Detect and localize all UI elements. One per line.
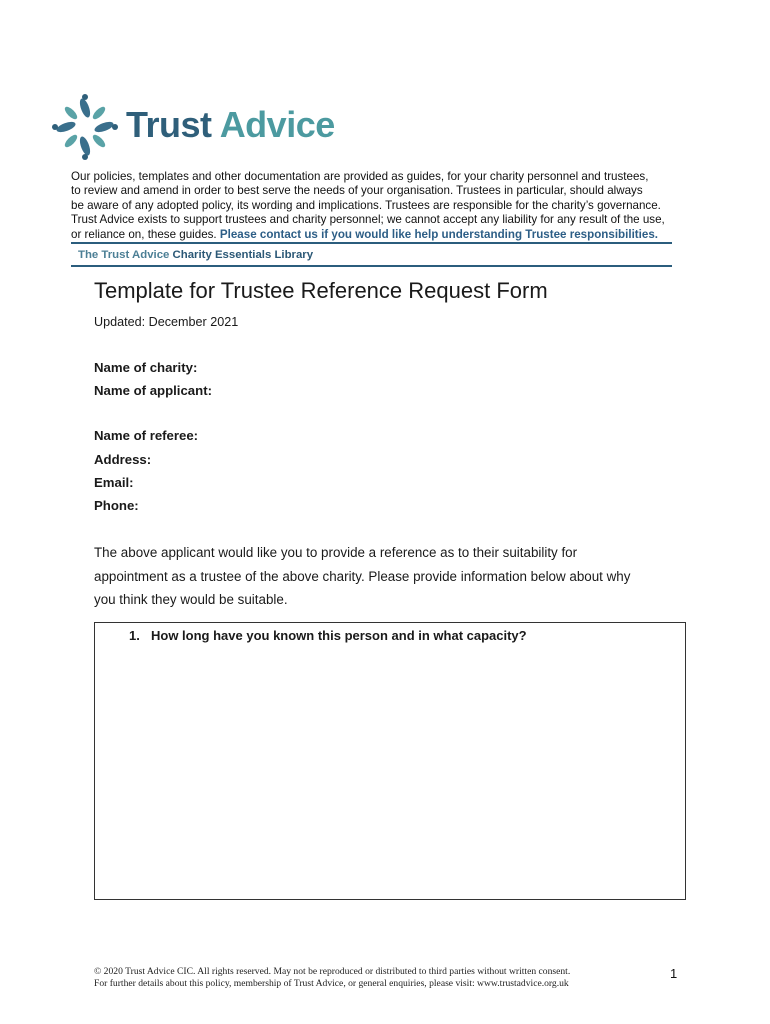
- field-address-label: Address:: [94, 452, 152, 467]
- field-phone-label: Phone:: [94, 498, 139, 513]
- library-top-rule: [71, 242, 672, 244]
- question-text: How long have you known this person and in what capacity?: [151, 628, 527, 643]
- intro-line: appointment as a trustee of the above charity. Please provide information below about why: [94, 568, 631, 584]
- disclaimer-line: Our policies, templates and other documentation are provided as guides, for your charity personnel and trustees,: [71, 170, 649, 183]
- question-number: 1.: [129, 628, 140, 643]
- field-applicant-label: Name of applicant:: [94, 383, 212, 398]
- disclaimer-text: [71, 170, 681, 242]
- trust-advice-logo: [52, 94, 352, 160]
- page-number: 1: [670, 966, 678, 981]
- field-referee-label: Name of referee:: [94, 428, 199, 443]
- disclaimer-line: Trust Advice exists to support trustees and charity personnel; we cannot accept any liability for any result of the use,: [71, 213, 665, 227]
- intro-paragraph: [94, 541, 694, 612]
- library-prefix: The Trust Advice: [78, 249, 170, 261]
- updated-date: Updated: December 2021: [94, 315, 239, 329]
- contact-us-link[interactable]: Please contact us if you would like help understanding Trustee responsibilities.: [219, 227, 658, 241]
- footer-details: For further details about this policy, membership of Trust Advice, or general enquiries, please visit: www.trustadvice.org.uk: [94, 978, 569, 989]
- page-title: Template for Trustee Reference Request Form: [94, 278, 548, 303]
- footer-text: [94, 966, 570, 990]
- logo-mark-icon: [52, 94, 118, 160]
- logo-word-trust: Trust: [126, 104, 212, 145]
- intro-line: The above applicant would like you to provide a reference as to their suitability for: [94, 545, 578, 560]
- question-heading: [129, 628, 527, 643]
- disclaimer-line: be aware of any adopted policy, its wording and implications. Trustees are responsible for the charity’s governance.: [71, 198, 661, 212]
- library-name: Charity Essentials Library: [172, 249, 314, 261]
- intro-line: you think they would be suitable.: [94, 592, 288, 607]
- disclaimer-last-line-start: or reliance on, these guides.: [71, 227, 217, 241]
- disclaimer-line: to review and amend in order to best serve the needs of your organisation. Trustees in particular, should always: [71, 184, 643, 198]
- library-banner: [78, 249, 313, 261]
- field-charity-label: Name of charity:: [94, 360, 198, 375]
- logo-wordmark: [126, 104, 335, 146]
- footer-copyright: © 2020 Trust Advice CIC. All rights reserved. May not be reproduced or distributed to third parties without written consent.: [94, 966, 571, 977]
- logo-word-advice: Advice: [219, 104, 335, 145]
- answer-box[interactable]: [94, 622, 686, 900]
- library-bottom-rule: [71, 265, 672, 267]
- field-email-label: Email:: [94, 475, 134, 490]
- disclaimer-line: [71, 228, 681, 242]
